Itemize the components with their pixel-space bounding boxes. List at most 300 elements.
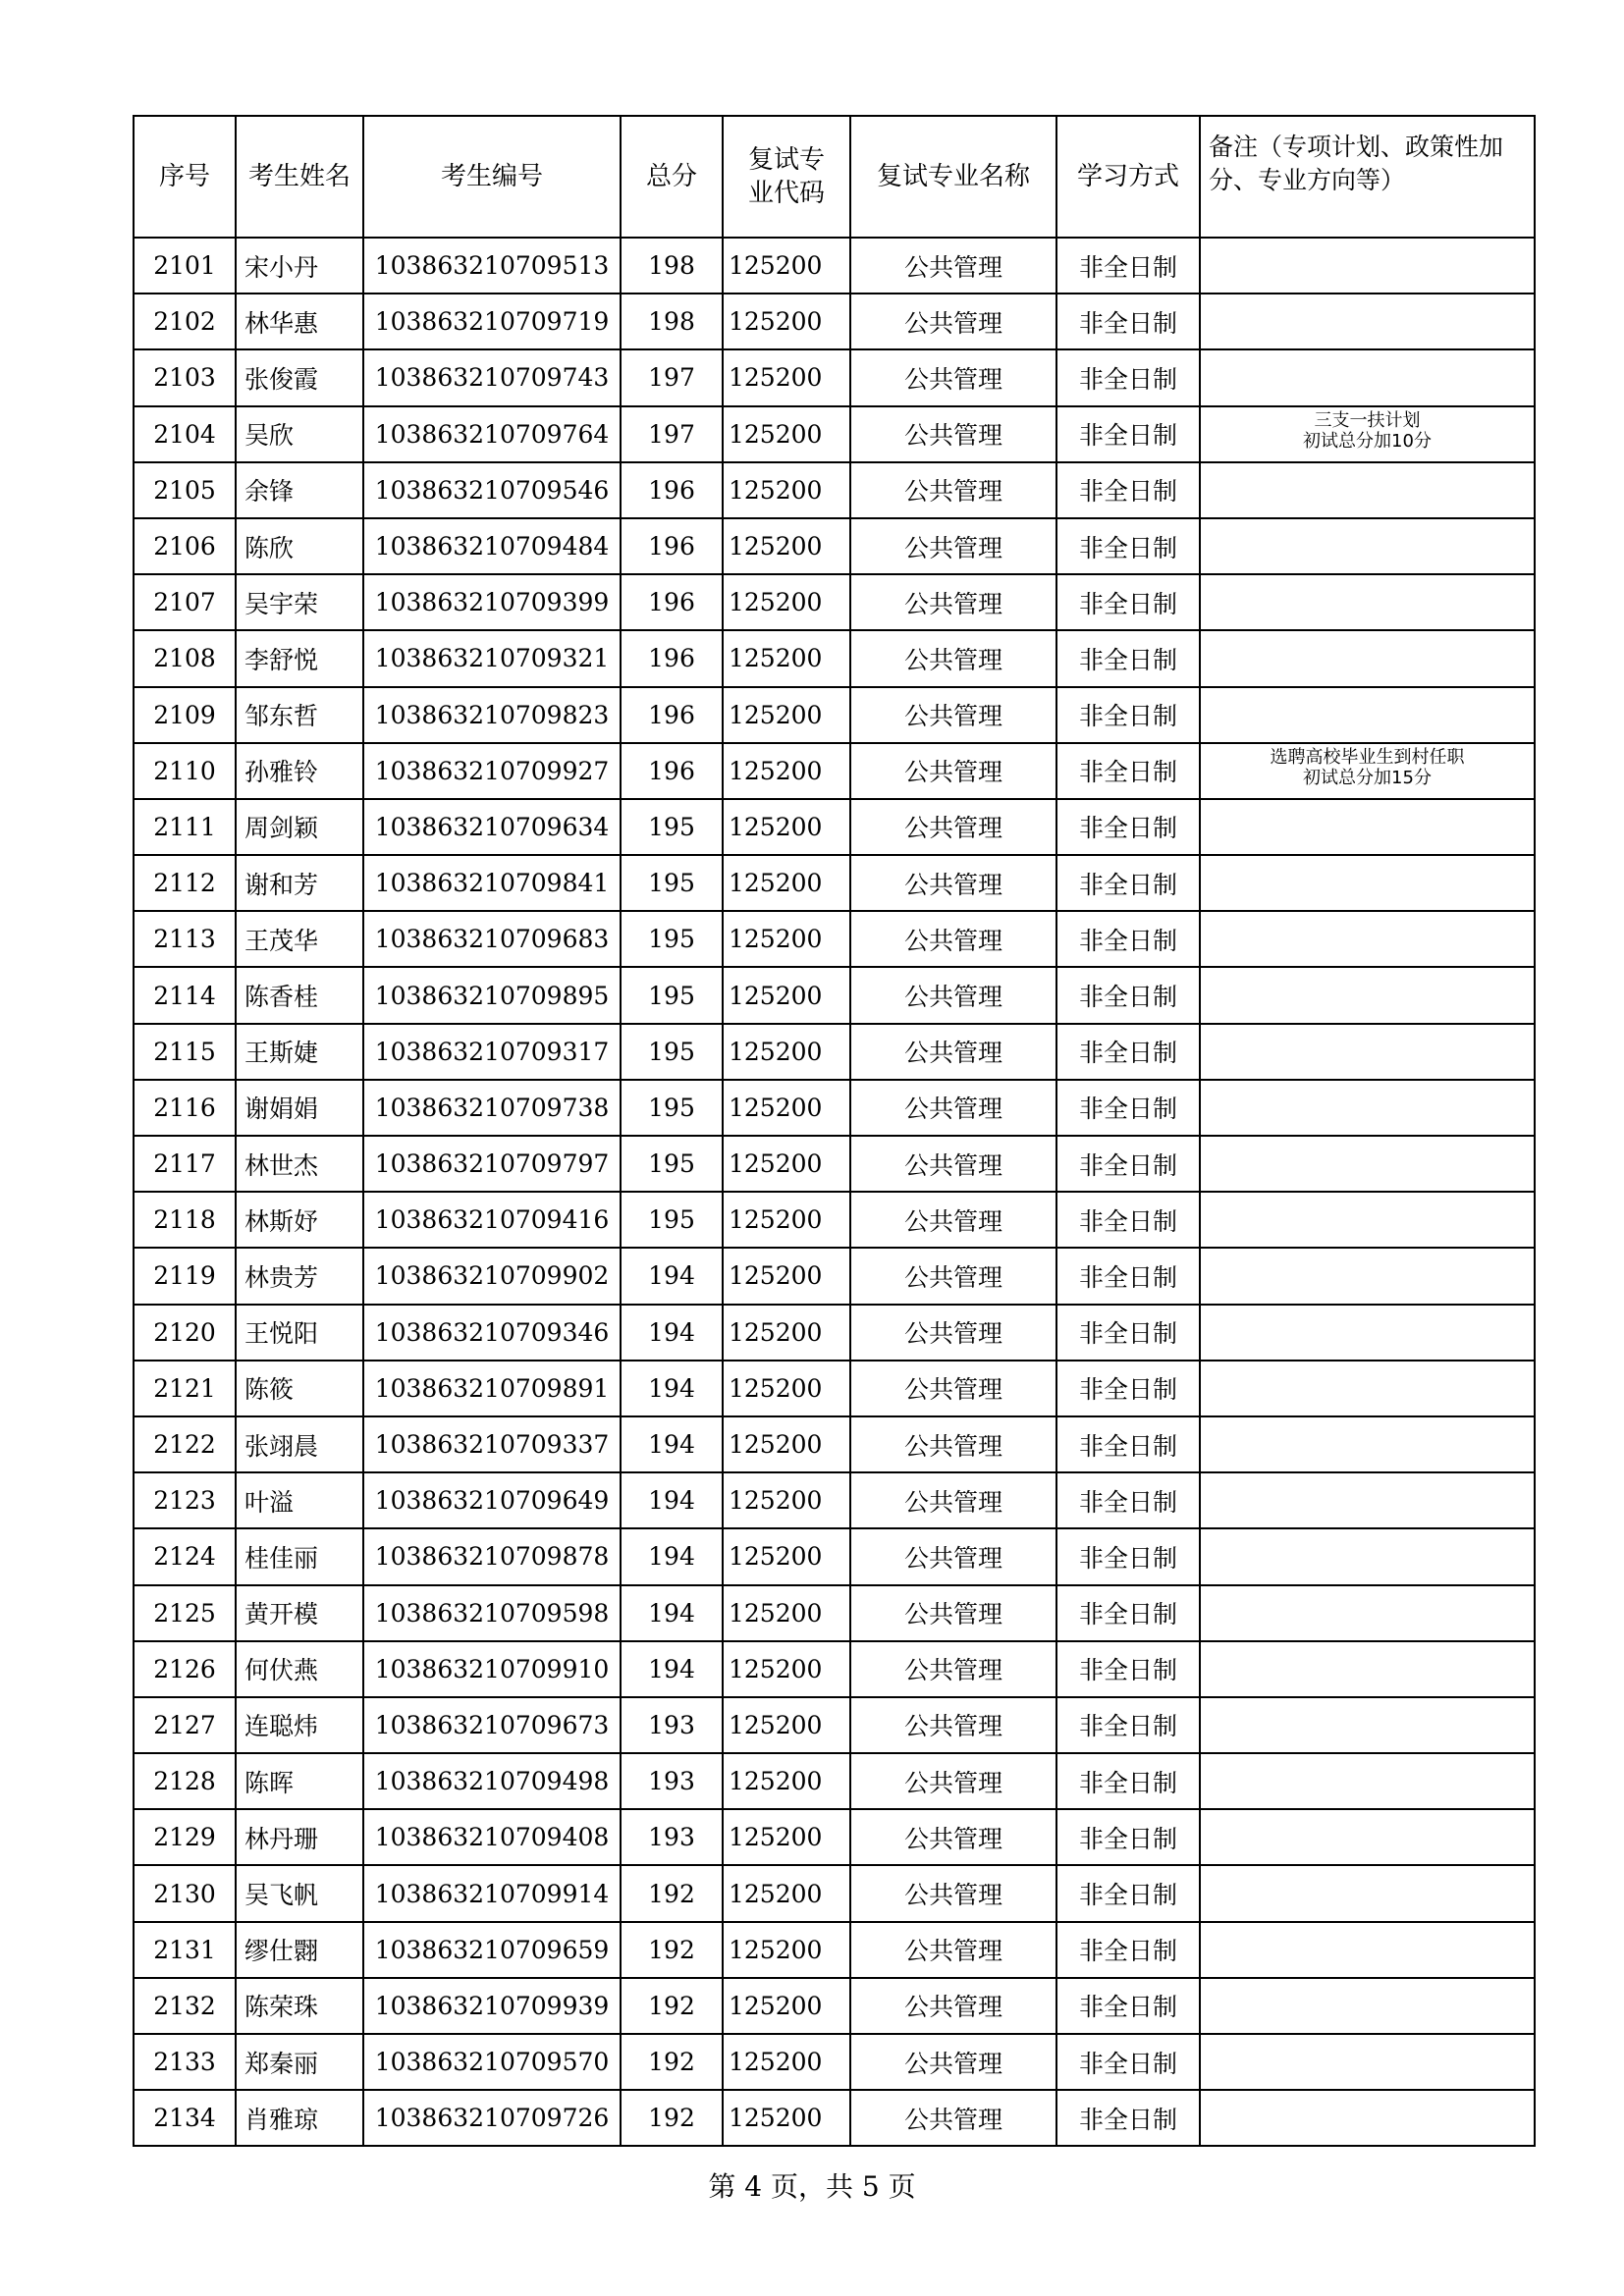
cell-score: 194 xyxy=(621,1528,723,1584)
cell-seq: 2132 xyxy=(134,1978,236,2034)
cell-code: 125200 xyxy=(723,630,850,686)
table-row xyxy=(134,1865,1535,1921)
cell-name: 王悦阳 xyxy=(236,1305,363,1361)
cell-major: 公共管理 xyxy=(850,1528,1056,1584)
cell-name: 周剑颖 xyxy=(236,799,363,855)
cell-mode: 非全日制 xyxy=(1056,855,1200,911)
cell-remark xyxy=(1200,743,1535,799)
cell-mode: 非全日制 xyxy=(1056,630,1200,686)
remark-text: 三支一扶计划 初试总分加10分 xyxy=(1303,409,1432,452)
cell-id: 103863210709914 xyxy=(363,1865,621,1921)
cell-code: 125200 xyxy=(723,1361,850,1416)
cell-major: 公共管理 xyxy=(850,1472,1056,1528)
remark-text xyxy=(1201,1923,1534,1926)
cell-name: 林丹珊 xyxy=(236,1809,363,1865)
table-row xyxy=(134,1472,1535,1528)
cell-major: 公共管理 xyxy=(850,1585,1056,1641)
cell-id: 103863210709939 xyxy=(363,1978,621,2034)
cell-major: 公共管理 xyxy=(850,967,1056,1023)
cell-remark xyxy=(1200,1416,1535,1472)
cell-seq: 2103 xyxy=(134,349,236,405)
cell-major: 公共管理 xyxy=(850,1136,1056,1192)
cell-score: 195 xyxy=(621,1080,723,1136)
remark-text xyxy=(1201,688,1534,691)
header-name: 考生姓名 xyxy=(236,116,363,238)
page-footer: 第 4 页，共 5 页 xyxy=(708,2170,916,2203)
cell-code: 125200 xyxy=(723,1865,850,1921)
cell-score: 195 xyxy=(621,967,723,1023)
cell-score: 194 xyxy=(621,1585,723,1641)
cell-name: 陈荣珠 xyxy=(236,1978,363,2034)
cell-name: 吴飞帆 xyxy=(236,1865,363,1921)
cell-score: 197 xyxy=(621,349,723,405)
cell-name: 桂佳丽 xyxy=(236,1528,363,1584)
remark-text xyxy=(1201,463,1534,466)
cell-code: 125200 xyxy=(723,743,850,799)
table-row xyxy=(134,1978,1535,2034)
cell-name: 余锋 xyxy=(236,462,363,518)
cell-major: 公共管理 xyxy=(850,462,1056,518)
table-row xyxy=(134,2034,1535,2090)
remark-text xyxy=(1201,2091,1534,2094)
cell-mode: 非全日制 xyxy=(1056,1136,1200,1192)
cell-mode: 非全日制 xyxy=(1056,2034,1200,2090)
cell-score: 194 xyxy=(621,1641,723,1697)
cell-remark xyxy=(1200,238,1535,294)
header-remark: 备注（专项计划、政策性加分、专业方向等） xyxy=(1200,116,1535,238)
cell-name: 肖雅琼 xyxy=(236,2090,363,2146)
cell-mode: 非全日制 xyxy=(1056,462,1200,518)
table-header xyxy=(134,116,1535,238)
remark-text xyxy=(1201,1866,1534,1869)
cell-remark xyxy=(1200,2090,1535,2146)
cell-mode: 非全日制 xyxy=(1056,518,1200,574)
cell-code: 125200 xyxy=(723,294,850,349)
cell-mode: 非全日制 xyxy=(1056,1248,1200,1304)
cell-name: 谢和芳 xyxy=(236,855,363,911)
cell-major: 公共管理 xyxy=(850,911,1056,967)
cell-major: 公共管理 xyxy=(850,855,1056,911)
cell-id: 103863210709346 xyxy=(363,1305,621,1361)
cell-major: 公共管理 xyxy=(850,1641,1056,1697)
cell-id: 103863210709797 xyxy=(363,1136,621,1192)
cell-score: 194 xyxy=(621,1472,723,1528)
cell-score: 195 xyxy=(621,799,723,855)
cell-code: 125200 xyxy=(723,349,850,405)
table-row xyxy=(134,1697,1535,1753)
cell-id: 103863210709337 xyxy=(363,1416,621,1472)
cell-remark xyxy=(1200,2034,1535,2090)
cell-major: 公共管理 xyxy=(850,574,1056,630)
table-row xyxy=(134,1809,1535,1865)
cell-code: 125200 xyxy=(723,1472,850,1528)
cell-code: 125200 xyxy=(723,911,850,967)
remark-text xyxy=(1201,1979,1534,1982)
cell-name: 陈筱 xyxy=(236,1361,363,1416)
cell-seq: 2125 xyxy=(134,1585,236,1641)
cell-code: 125200 xyxy=(723,1585,850,1641)
cell-id: 103863210709726 xyxy=(363,2090,621,2146)
cell-score: 195 xyxy=(621,1024,723,1080)
cell-name: 邹东哲 xyxy=(236,687,363,743)
cell-score: 196 xyxy=(621,574,723,630)
cell-remark xyxy=(1200,574,1535,630)
cell-major: 公共管理 xyxy=(850,1080,1056,1136)
cell-seq: 2124 xyxy=(134,1528,236,1584)
header-seq: 序号 xyxy=(134,116,236,238)
remark-text xyxy=(1201,350,1534,353)
cell-remark xyxy=(1200,1585,1535,1641)
cell-mode: 非全日制 xyxy=(1056,743,1200,799)
cell-code: 125200 xyxy=(723,462,850,518)
cell-seq: 2130 xyxy=(134,1865,236,1921)
cell-name: 吴宇荣 xyxy=(236,574,363,630)
cell-major: 公共管理 xyxy=(850,799,1056,855)
cell-seq: 2110 xyxy=(134,743,236,799)
cell-code: 125200 xyxy=(723,1753,850,1809)
cell-remark xyxy=(1200,967,1535,1023)
cell-major: 公共管理 xyxy=(850,1024,1056,1080)
cell-major: 公共管理 xyxy=(850,2090,1056,2146)
cell-remark xyxy=(1200,1472,1535,1528)
cell-remark xyxy=(1200,1361,1535,1416)
table-body xyxy=(134,238,1535,2146)
cell-major: 公共管理 xyxy=(850,1753,1056,1809)
cell-major: 公共管理 xyxy=(850,518,1056,574)
cell-remark xyxy=(1200,1809,1535,1865)
cell-seq: 2108 xyxy=(134,630,236,686)
cell-code: 125200 xyxy=(723,1024,850,1080)
cell-seq: 2116 xyxy=(134,1080,236,1136)
cell-id: 103863210709408 xyxy=(363,1809,621,1865)
remark-text xyxy=(1201,1025,1534,1028)
cell-code: 125200 xyxy=(723,2034,850,2090)
table-row xyxy=(134,911,1535,967)
cell-code: 125200 xyxy=(723,1416,850,1472)
cell-mode: 非全日制 xyxy=(1056,574,1200,630)
cell-mode: 非全日制 xyxy=(1056,1922,1200,1978)
table-row xyxy=(134,630,1535,686)
cell-seq: 2106 xyxy=(134,518,236,574)
cell-score: 193 xyxy=(621,1753,723,1809)
cell-id: 103863210709546 xyxy=(363,462,621,518)
cell-score: 197 xyxy=(621,406,723,462)
cell-id: 103863210709484 xyxy=(363,518,621,574)
cell-mode: 非全日制 xyxy=(1056,406,1200,462)
remark-text xyxy=(1201,1249,1534,1252)
remark-text xyxy=(1201,2035,1534,2038)
table-row xyxy=(134,743,1535,799)
table-row xyxy=(134,462,1535,518)
cell-id: 103863210709902 xyxy=(363,1248,621,1304)
remark-text xyxy=(1201,631,1534,634)
cell-id: 103863210709649 xyxy=(363,1472,621,1528)
cell-mode: 非全日制 xyxy=(1056,1192,1200,1248)
cell-id: 103863210709634 xyxy=(363,799,621,855)
cell-major: 公共管理 xyxy=(850,1809,1056,1865)
cell-major: 公共管理 xyxy=(850,1361,1056,1416)
cell-remark xyxy=(1200,911,1535,967)
cell-seq: 2109 xyxy=(134,687,236,743)
cell-name: 林贵芳 xyxy=(236,1248,363,1304)
cell-score: 192 xyxy=(621,1865,723,1921)
cell-seq: 2111 xyxy=(134,799,236,855)
remark-text xyxy=(1201,800,1534,803)
cell-id: 103863210709416 xyxy=(363,1192,621,1248)
cell-score: 198 xyxy=(621,294,723,349)
cell-name: 王茂华 xyxy=(236,911,363,967)
table-row xyxy=(134,1753,1535,1809)
cell-code: 125200 xyxy=(723,855,850,911)
cell-major: 公共管理 xyxy=(850,743,1056,799)
cell-score: 195 xyxy=(621,1136,723,1192)
cell-major: 公共管理 xyxy=(850,687,1056,743)
cell-id: 103863210709895 xyxy=(363,967,621,1023)
cell-code: 125200 xyxy=(723,1080,850,1136)
cell-mode: 非全日制 xyxy=(1056,1753,1200,1809)
cell-seq: 2131 xyxy=(134,1922,236,1978)
remark-text xyxy=(1201,1137,1534,1140)
cell-remark xyxy=(1200,1192,1535,1248)
cell-seq: 2115 xyxy=(134,1024,236,1080)
cell-name: 孙雅铃 xyxy=(236,743,363,799)
cell-mode: 非全日制 xyxy=(1056,1305,1200,1361)
cell-code: 125200 xyxy=(723,574,850,630)
cell-name: 陈晖 xyxy=(236,1753,363,1809)
cell-seq: 2102 xyxy=(134,294,236,349)
cell-id: 103863210709841 xyxy=(363,855,621,911)
cell-mode: 非全日制 xyxy=(1056,967,1200,1023)
cell-mode: 非全日制 xyxy=(1056,1978,1200,2034)
cell-score: 194 xyxy=(621,1305,723,1361)
cell-score: 198 xyxy=(621,238,723,294)
cell-code: 125200 xyxy=(723,1978,850,2034)
candidate-table xyxy=(133,115,1536,2147)
cell-major: 公共管理 xyxy=(850,1192,1056,1248)
cell-mode: 非全日制 xyxy=(1056,238,1200,294)
header-code: 复试专业代码 xyxy=(723,116,850,238)
remark-text xyxy=(1201,1642,1534,1645)
cell-id: 103863210709498 xyxy=(363,1753,621,1809)
table-row xyxy=(134,1248,1535,1304)
remark-text xyxy=(1201,1193,1534,1196)
table-row xyxy=(134,687,1535,743)
cell-mode: 非全日制 xyxy=(1056,1472,1200,1528)
cell-seq: 2126 xyxy=(134,1641,236,1697)
cell-name: 张俊霞 xyxy=(236,349,363,405)
cell-name: 陈欣 xyxy=(236,518,363,574)
cell-mode: 非全日制 xyxy=(1056,1865,1200,1921)
cell-code: 125200 xyxy=(723,238,850,294)
cell-name: 林世杰 xyxy=(236,1136,363,1192)
cell-seq: 2122 xyxy=(134,1416,236,1472)
cell-code: 125200 xyxy=(723,799,850,855)
table-row xyxy=(134,855,1535,911)
header-id: 考生编号 xyxy=(363,116,621,238)
cell-seq: 2119 xyxy=(134,1248,236,1304)
remark-text xyxy=(1201,1473,1534,1476)
cell-code: 125200 xyxy=(723,406,850,462)
cell-score: 196 xyxy=(621,518,723,574)
cell-mode: 非全日制 xyxy=(1056,1697,1200,1753)
cell-seq: 2120 xyxy=(134,1305,236,1361)
cell-score: 193 xyxy=(621,1809,723,1865)
cell-code: 125200 xyxy=(723,1136,850,1192)
cell-remark xyxy=(1200,1136,1535,1192)
cell-remark xyxy=(1200,799,1535,855)
table-row xyxy=(134,1080,1535,1136)
cell-name: 叶溢 xyxy=(236,1472,363,1528)
table-row xyxy=(134,294,1535,349)
cell-name: 林华惠 xyxy=(236,294,363,349)
cell-seq: 2118 xyxy=(134,1192,236,1248)
cell-remark xyxy=(1200,1865,1535,1921)
cell-id: 103863210709317 xyxy=(363,1024,621,1080)
cell-seq: 2134 xyxy=(134,2090,236,2146)
cell-code: 125200 xyxy=(723,1528,850,1584)
cell-id: 103863210709891 xyxy=(363,1361,621,1416)
cell-name: 黄开模 xyxy=(236,1585,363,1641)
cell-seq: 2112 xyxy=(134,855,236,911)
cell-code: 125200 xyxy=(723,1192,850,1248)
cell-score: 196 xyxy=(621,462,723,518)
cell-name: 李舒悦 xyxy=(236,630,363,686)
cell-major: 公共管理 xyxy=(850,406,1056,462)
cell-code: 125200 xyxy=(723,518,850,574)
cell-seq: 2117 xyxy=(134,1136,236,1192)
cell-score: 194 xyxy=(621,1248,723,1304)
cell-score: 192 xyxy=(621,1922,723,1978)
cell-remark xyxy=(1200,630,1535,686)
cell-name: 郑秦丽 xyxy=(236,2034,363,2090)
cell-remark xyxy=(1200,1248,1535,1304)
cell-score: 195 xyxy=(621,1192,723,1248)
cell-remark xyxy=(1200,1922,1535,1978)
cell-seq: 2107 xyxy=(134,574,236,630)
cell-code: 125200 xyxy=(723,1248,850,1304)
cell-mode: 非全日制 xyxy=(1056,687,1200,743)
cell-major: 公共管理 xyxy=(850,630,1056,686)
table-row xyxy=(134,406,1535,462)
cell-mode: 非全日制 xyxy=(1056,1585,1200,1641)
cell-seq: 2101 xyxy=(134,238,236,294)
table-row xyxy=(134,1585,1535,1641)
cell-major: 公共管理 xyxy=(850,1416,1056,1472)
table-row xyxy=(134,1641,1535,1697)
header-score: 总分 xyxy=(621,116,723,238)
cell-remark xyxy=(1200,1978,1535,2034)
header-row xyxy=(134,116,1535,238)
table-row xyxy=(134,799,1535,855)
cell-id: 103863210709513 xyxy=(363,238,621,294)
cell-name: 吴欣 xyxy=(236,406,363,462)
cell-major: 公共管理 xyxy=(850,238,1056,294)
cell-score: 195 xyxy=(621,911,723,967)
cell-id: 103863210709570 xyxy=(363,2034,621,2090)
cell-remark xyxy=(1200,406,1535,462)
cell-mode: 非全日制 xyxy=(1056,1528,1200,1584)
table-row xyxy=(134,518,1535,574)
cell-name: 何伏燕 xyxy=(236,1641,363,1697)
cell-major: 公共管理 xyxy=(850,2034,1056,2090)
remark-text xyxy=(1201,1698,1534,1701)
cell-seq: 2127 xyxy=(134,1697,236,1753)
cell-mode: 非全日制 xyxy=(1056,1361,1200,1416)
cell-score: 195 xyxy=(621,855,723,911)
table-row xyxy=(134,1024,1535,1080)
cell-code: 125200 xyxy=(723,1305,850,1361)
cell-mode: 非全日制 xyxy=(1056,1416,1200,1472)
cell-score: 196 xyxy=(621,743,723,799)
cell-major: 公共管理 xyxy=(850,1978,1056,2034)
table-row xyxy=(134,2090,1535,2146)
cell-id: 103863210709927 xyxy=(363,743,621,799)
remark-text xyxy=(1201,239,1534,241)
cell-remark xyxy=(1200,1528,1535,1584)
cell-remark xyxy=(1200,855,1535,911)
table-row xyxy=(134,967,1535,1023)
header-mode: 学习方式 xyxy=(1056,116,1200,238)
cell-id: 103863210709598 xyxy=(363,1585,621,1641)
cell-id: 103863210709764 xyxy=(363,406,621,462)
cell-score: 193 xyxy=(621,1697,723,1753)
cell-major: 公共管理 xyxy=(850,1305,1056,1361)
cell-mode: 非全日制 xyxy=(1056,1080,1200,1136)
cell-name: 王斯婕 xyxy=(236,1024,363,1080)
cell-id: 103863210709659 xyxy=(363,1922,621,1978)
cell-code: 125200 xyxy=(723,1809,850,1865)
cell-code: 125200 xyxy=(723,1922,850,1978)
cell-code: 125200 xyxy=(723,1697,850,1753)
cell-seq: 2121 xyxy=(134,1361,236,1416)
cell-remark xyxy=(1200,1641,1535,1697)
cell-mode: 非全日制 xyxy=(1056,349,1200,405)
cell-major: 公共管理 xyxy=(850,1865,1056,1921)
cell-remark xyxy=(1200,1305,1535,1361)
cell-id: 103863210709743 xyxy=(363,349,621,405)
table-row xyxy=(134,1305,1535,1361)
cell-major: 公共管理 xyxy=(850,1922,1056,1978)
cell-score: 192 xyxy=(621,2090,723,2146)
cell-name: 宋小丹 xyxy=(236,238,363,294)
table-row xyxy=(134,574,1535,630)
cell-score: 194 xyxy=(621,1416,723,1472)
cell-name: 谢娟娟 xyxy=(236,1080,363,1136)
header-major: 复试专业名称 xyxy=(850,116,1056,238)
remark-text xyxy=(1201,968,1534,971)
remark-text xyxy=(1201,1362,1534,1364)
cell-score: 196 xyxy=(621,687,723,743)
cell-name: 林斯妤 xyxy=(236,1192,363,1248)
remark-text xyxy=(1201,519,1534,522)
remark-text xyxy=(1201,294,1534,297)
cell-id: 103863210709738 xyxy=(363,1080,621,1136)
remark-text xyxy=(1201,1754,1534,1757)
table-row xyxy=(134,238,1535,294)
cell-code: 125200 xyxy=(723,1641,850,1697)
cell-seq: 2114 xyxy=(134,967,236,1023)
cell-seq: 2123 xyxy=(134,1472,236,1528)
cell-remark xyxy=(1200,687,1535,743)
cell-remark xyxy=(1200,1080,1535,1136)
cell-mode: 非全日制 xyxy=(1056,911,1200,967)
remark-text xyxy=(1201,856,1534,859)
cell-code: 125200 xyxy=(723,2090,850,2146)
cell-mode: 非全日制 xyxy=(1056,294,1200,349)
table-row xyxy=(134,1136,1535,1192)
cell-name: 连聪炜 xyxy=(236,1697,363,1753)
table-row xyxy=(134,1922,1535,1978)
